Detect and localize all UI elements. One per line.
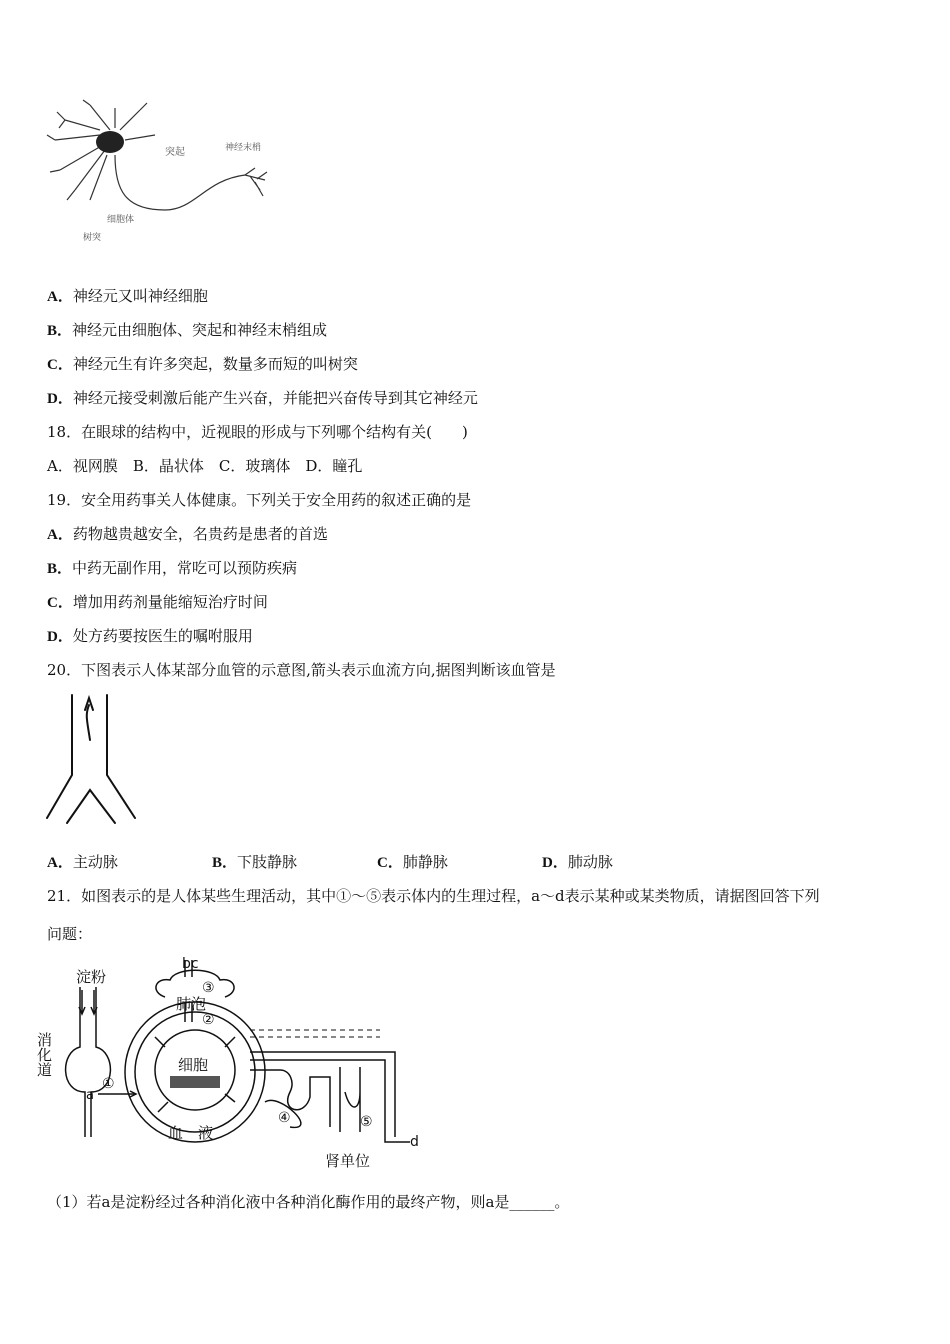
q17-option-a-letter: A． (47, 289, 73, 305)
label-bc: bc (182, 956, 199, 972)
q17-option-c (47, 354, 358, 375)
label-circle-5: ⑤ (360, 1114, 373, 1130)
q17-option-a-text: 神经元又叫神经细胞 (72, 287, 208, 305)
label-circle-4: ④ (278, 1110, 291, 1126)
label-a: a (86, 1088, 94, 1103)
physiology-figure (35, 952, 430, 1177)
q20-option-d (542, 852, 613, 873)
q19-option-d-letter: D． (47, 629, 73, 645)
label-starch: 淀粉 (76, 968, 107, 986)
q20-option-a (47, 852, 118, 873)
label-circle-1: ① (102, 1076, 115, 1092)
label-alveoli: 肺泡 (176, 995, 207, 1013)
label-circle-2: ② (202, 1012, 215, 1028)
q20-option-c (377, 852, 448, 873)
label-dendrite: 树突 (83, 233, 102, 243)
q19-option-c (47, 592, 268, 613)
q19-option-b-text: 中药无副作用，常吃可以预防疾病 (72, 559, 298, 577)
q20-option-c-text: 肺静脉 (402, 853, 448, 871)
q19-option-a (47, 524, 328, 545)
blood-vessel-drawing (45, 690, 140, 825)
q17-option-a (47, 286, 208, 307)
physiology-drawing (35, 952, 430, 1177)
q17-option-b (47, 320, 327, 341)
q20-option-b (212, 852, 297, 873)
neuron-figure (45, 100, 280, 250)
q18-stem: 18．在眼球的结构中，近视眼的形成与下列哪个结构有关( ) (47, 423, 468, 441)
label-blood: 血 液 (168, 1124, 214, 1142)
q17-option-b-letter: B． (47, 323, 73, 339)
label-nephron: 肾单位 (325, 1152, 371, 1170)
blood-vessel-figure (45, 690, 140, 825)
q19-option-a-text: 药物越贵越安全，名贵药是患者的首选 (72, 525, 328, 543)
q20-option-a-text: 主动脉 (72, 853, 118, 871)
q19-option-c-letter: C． (47, 595, 73, 611)
label-circle-3: ③ (202, 980, 215, 996)
q19-option-d (47, 626, 253, 647)
q20-option-d-letter: D． (542, 855, 568, 871)
q17-option-c-letter: C． (47, 357, 73, 373)
q21-sub1: （1）若a是淀粉经过各种消化液中各种消化酶作用的最终产物，则a是______。 (47, 1193, 570, 1211)
q19-stem: 19．安全用药事关人体健康。下列关于安全用药的叙述正确的是 (47, 491, 472, 509)
q17-option-c-text: 神经元生有许多突起，数量多而短的叫树突 (72, 355, 358, 373)
q19-option-c-text: 增加用药剂量能缩短治疗时间 (72, 593, 268, 611)
q21-stem-line2: 问题： (47, 925, 93, 943)
q20-option-a-letter: A． (47, 855, 73, 871)
q18-options: A．视网膜 B．晶状体 C．玻璃体 D．瞳孔 (47, 457, 363, 475)
q20-option-d-text: 肺动脉 (567, 853, 613, 871)
label-d: d (410, 1134, 419, 1150)
label-axon: 突起 (165, 147, 185, 158)
q17-option-d-letter: D． (47, 391, 73, 407)
q20-option-b-text: 下肢静脉 (237, 853, 298, 871)
label-digestive-tract: 消化道 (35, 1032, 53, 1077)
q17-option-b-text: 神经元由细胞体、突起和神经末梢组成 (72, 321, 328, 339)
q20-stem: 20．下图表示人体某部分血管的示意图,箭头表示血流方向,据图判断该血管是 (47, 661, 556, 679)
q20-option-b-letter: B． (212, 855, 238, 871)
q19-option-b-letter: B． (47, 561, 73, 577)
label-cell: 细胞 (178, 1056, 209, 1074)
q17-option-d (47, 388, 478, 409)
label-soma: 细胞体 (107, 215, 135, 225)
q17-option-d-text: 神经元接受刺激后能产生兴奋，并能把兴奋传导到其它神经元 (72, 389, 478, 407)
neuron-drawing (45, 100, 280, 250)
q19-option-d-text: 处方药要按医生的嘱咐服用 (72, 627, 253, 645)
q21-stem-line1: 21．如图表示的是人体某些生理活动，其中①～⑤表示体内的生理过程，a～d表示某种或某类物质，请据图回答下列 (47, 887, 820, 905)
label-nerve-ending: 神经末梢 (225, 143, 262, 153)
q19-option-a-letter: A． (47, 527, 73, 543)
q20-option-c-letter: C． (377, 855, 403, 871)
q19-option-b (47, 558, 297, 579)
